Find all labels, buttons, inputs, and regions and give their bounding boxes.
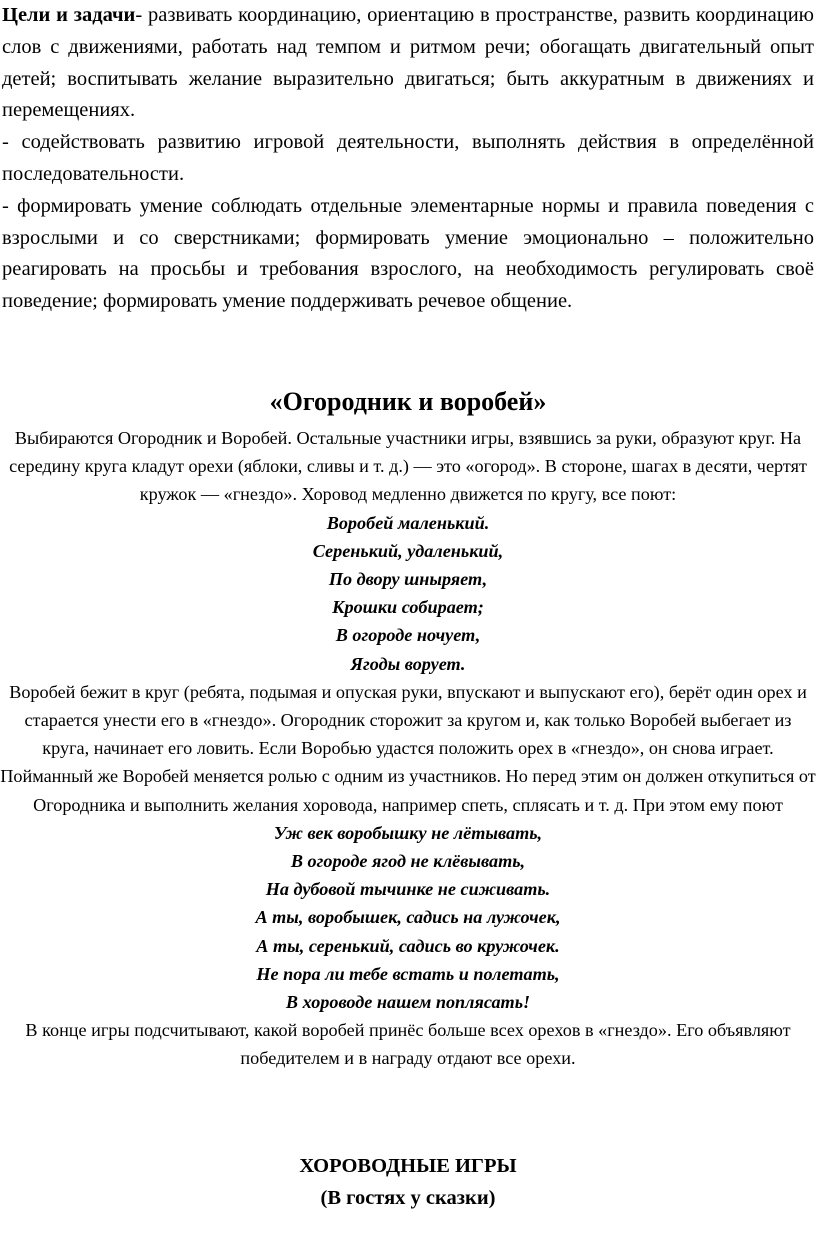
goals-item: - содействовать развитию игровой деятельности, выполнять действия в определённой последовательности. — [2, 131, 814, 185]
goals-text: - развивать координацию, ориентацию в пространстве, развить координацию слов с движениями, работать над темпом и ритмом речи; обогащать двигательный опыт детей; воспитывать желание выразительно двигаться; быть аккуратным в движениях и перемещениях. — [2, 4, 814, 122]
section-title: ХОРОВОДНЫЕ ИГРЫ — [299, 1155, 517, 1177]
verse-line: В огороде ночует, — [335, 625, 481, 646]
game-title: «Огородник и воробей» — [269, 387, 547, 416]
game-intro: Выбираются Огородник и Воробей. Остальные участники игры, взявшись за руки, образуют круг. На середину круга кладут орехи (яблоки, сливы и т. д.) — это «огород». В стороне, шагах в десяти, чертят кружок — «гнездо». Хоровод медленно движется по кругу, все поют: — [9, 428, 807, 505]
verse-line: В огороде ягод не клёвывать, — [290, 851, 526, 872]
goals-paragraph — [2, 0, 814, 127]
game-description — [0, 424, 816, 1073]
section-subtitle: (В гостях у сказки) — [320, 1187, 496, 1209]
verse-line: Воробей маленький. — [326, 512, 490, 533]
verse-line: Не пора ли тебе встать и полетать, — [256, 963, 560, 984]
verse-line: А ты, воробышек, садись на лужочек, — [255, 907, 561, 928]
verse-line: Уж век воробышку не лётывать, — [273, 822, 543, 843]
verse-line: Серенький, удаленький, — [312, 540, 504, 561]
verse-line: Ягоды ворует. — [350, 653, 466, 674]
verse-line: На дубовой тычинке не сиживать. — [265, 879, 551, 900]
goals-item: - формировать умение соблюдать отдельные элементарные нормы и правила поведения с взрослыми и со сверстниками; формировать умение эмоционально – положительно реагировать на просьбы и требования взрослого, на необходимость регулировать своё поведение; формировать умение поддерживать речевое общение. — [2, 194, 814, 313]
game-outro: В конце игры подсчитывают, какой воробей принёс больше всех орехов в «гнездо». Его объявляют победителем и в награду отдают все орехи. — [25, 1020, 791, 1069]
verse-line: Крошки собирает; — [332, 597, 484, 618]
verse-line: По двору шныряет, — [328, 569, 488, 590]
goals-label: Цели и задачи — [2, 4, 136, 26]
goals-section — [2, 0, 814, 318]
verse-line: А ты, серенький, садись во кружочек. — [256, 935, 560, 956]
verse-line: В хороводе нашем поплясать! — [285, 992, 531, 1013]
game-middle: Воробей бежит в круг (ребята, подымая и опуская руки, впускают и выпускают его), берёт один орех и старается унести его в «гнездо». Огородник сторожит за кругом и, как только Воробей выбегает из круга, начинает его ловить. Если Воробью удастся положить орех в «гнездо», он снова играет. Пойманный же Воробей меняется ролью с одним из участников. Но перед этим он должен откупиться от Огородника и выполнить желания хоровода, например спеть, сплясать и т. д. При этом ему поют — [0, 681, 816, 815]
